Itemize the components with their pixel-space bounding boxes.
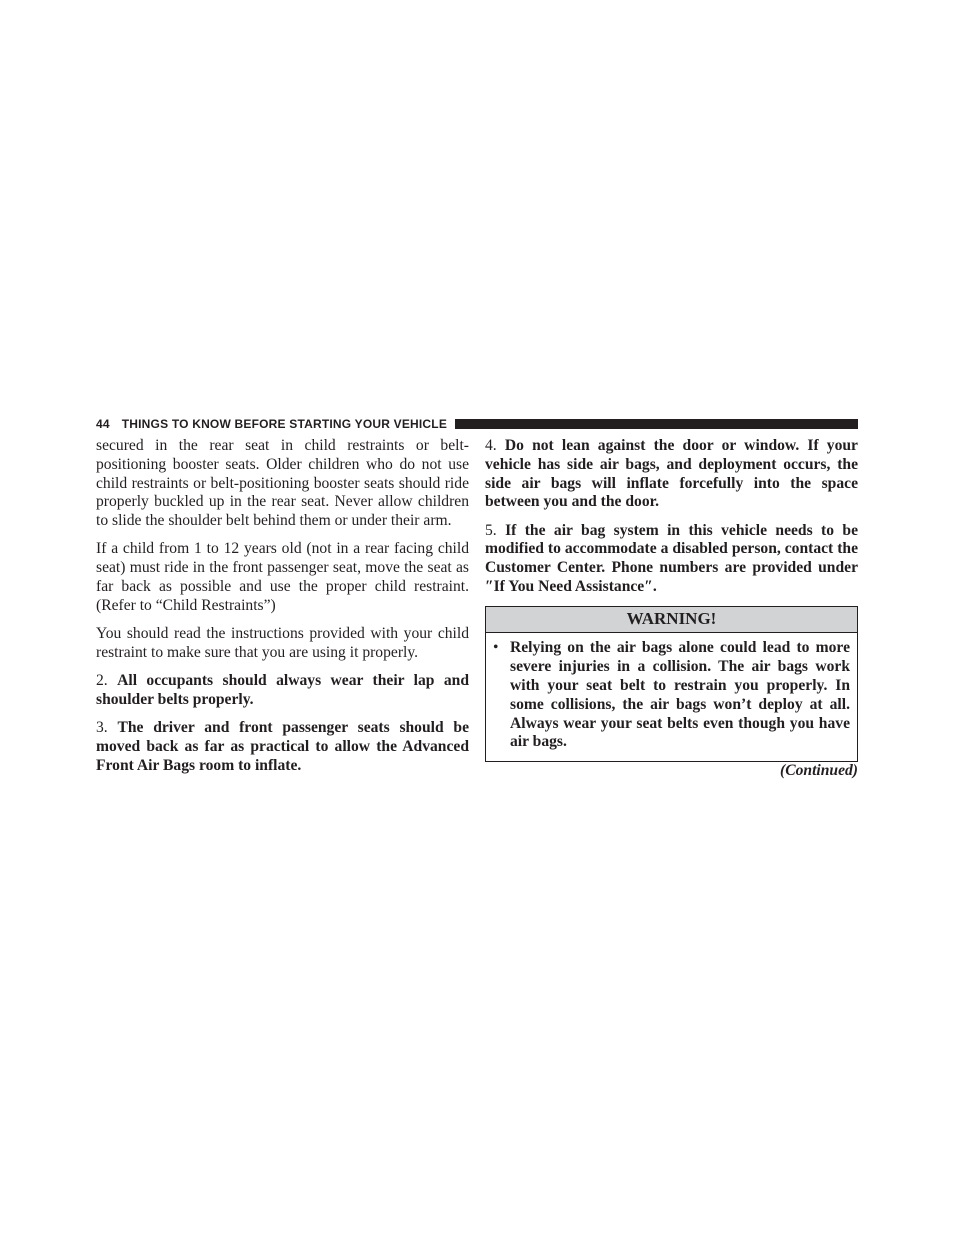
list-item-4 bbox=[485, 437, 858, 512]
warning-body bbox=[486, 633, 857, 761]
paragraph-instructions: You should read the instructions provided with your child restraint to make sure that you are using it properly. bbox=[96, 625, 469, 661]
warning-item bbox=[493, 639, 850, 752]
bullet-icon: • bbox=[493, 639, 499, 657]
list-item-3 bbox=[96, 719, 469, 775]
warning-box bbox=[485, 606, 858, 762]
list-item-text: If the air bag system in this vehicle needs to be modified to accommodate a disabled person, contact the Customer Center. Phone numbers are provided under ″If You Need Assistance″. bbox=[485, 521, 858, 596]
list-item-number: 2. bbox=[96, 672, 108, 690]
section-title: THINGS TO KNOW BEFORE STARTING YOUR VEHICLE bbox=[121, 417, 448, 431]
list-item-5 bbox=[485, 522, 858, 597]
left-column bbox=[96, 437, 469, 785]
warning-title: WARNING! bbox=[486, 607, 857, 633]
list-item-number: 3. bbox=[96, 719, 108, 737]
header-rule bbox=[455, 419, 858, 429]
list-item-2 bbox=[96, 672, 469, 710]
list-item-number: 5. bbox=[485, 521, 497, 539]
list-item-number: 4. bbox=[485, 437, 497, 454]
list-item-text: All occupants should always wear their lap and shoulder belts properly. bbox=[96, 672, 469, 709]
paragraph-rear-seat: secured in the rear seat in child restraints or belt-positioning booster seats. Older children who do not use child restraints or belt-positioning booster seats should ride properly buckled up in the rear seat. Never allow children to slide the shoulder belt behind them or under their arm. bbox=[96, 437, 469, 530]
paragraph-front-passenger: If a child from 1 to 12 years old (not in a rear facing child seat) must ride in the front passenger seat, move the seat as far back as possible and use the proper child restraint. (Refer to “Child Restraints”) bbox=[96, 540, 469, 614]
continued-label: (Continued) bbox=[780, 762, 858, 780]
list-item-text: The driver and front passenger seats should be moved back as far as practical to allow the Advanced Front Air Bags room to inflate. bbox=[96, 719, 469, 774]
page-header bbox=[96, 416, 858, 432]
page-number: 44 bbox=[96, 417, 110, 431]
list-item-text: Do not lean against the door or window. If your vehicle has side air bags, and deployment occurs, the side air bags will inflate forcefully into the space between you and the door. bbox=[485, 437, 858, 511]
warning-item-text: Relying on the air bags alone could lead to more severe injuries in a collision. The air bags work with your seat belt to restrain you properly. In some collisions, the air bags won’t deploy at all. Always wear your seat belts even though you have air bags. bbox=[510, 639, 850, 751]
right-column bbox=[485, 437, 858, 781]
